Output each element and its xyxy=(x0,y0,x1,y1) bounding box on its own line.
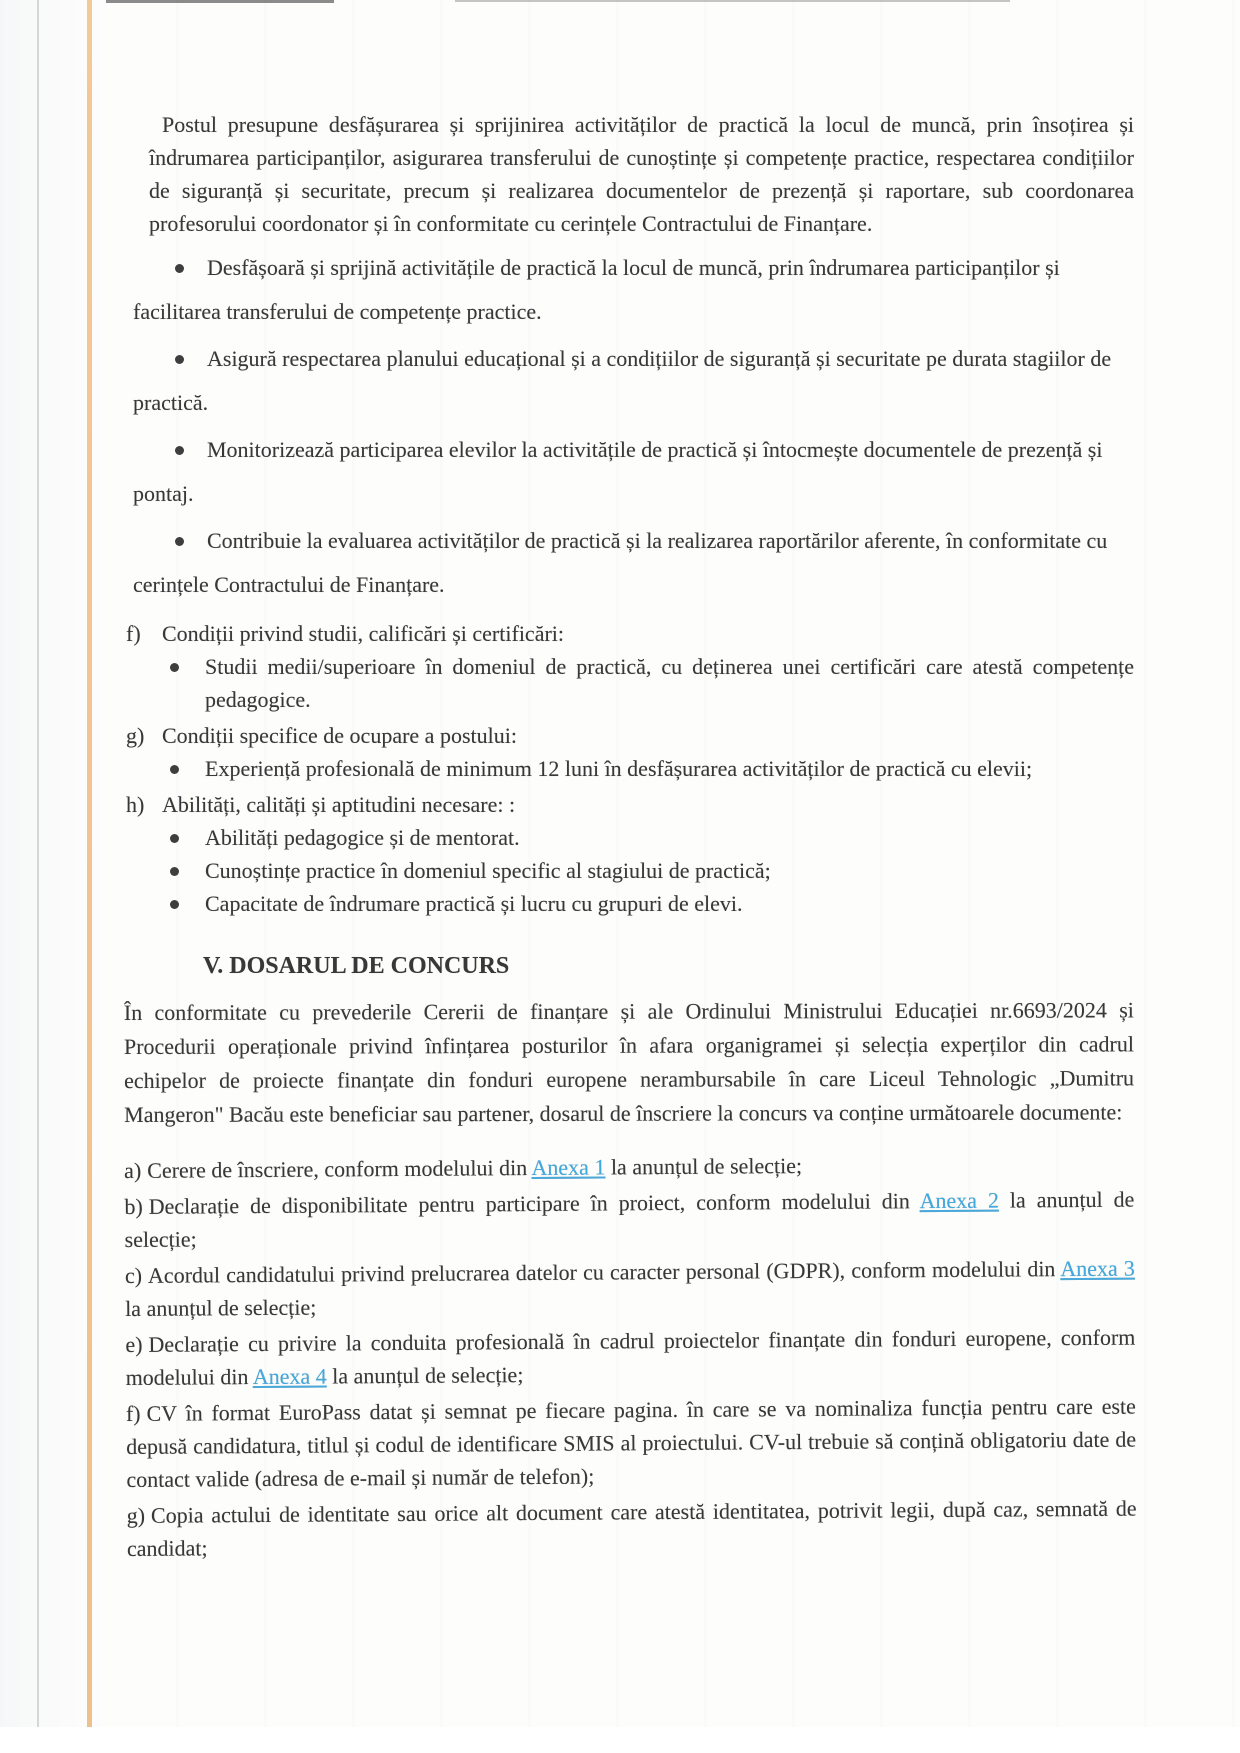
anexa-1-link[interactable]: Anexa 1 xyxy=(531,1154,606,1181)
document-text: la anunțul de selecție; xyxy=(124,1186,1135,1252)
criteria-bullet xyxy=(124,650,1134,716)
criteria-bullet-text: Cunoștințe practice în domeniul specific al stagiului de practică; xyxy=(205,858,771,883)
document-text: Acordul candidatului privind prelucrarea datelor cu caracter personal (GDPR), conform modelului din xyxy=(147,1256,1061,1288)
anexa-2-link[interactable]: Anexa 2 xyxy=(919,1187,1000,1214)
criteria-title-text: Abilități, calități și aptitudini necesare: : xyxy=(162,792,516,817)
duty-item xyxy=(133,337,1134,425)
criteria-label: f) xyxy=(126,621,141,646)
document-text: la anunțul de selecție; xyxy=(125,1294,317,1321)
document-item-a xyxy=(124,1147,1134,1187)
dosar-intro-paragraph: În conformitate cu prevederile Cererii de finanțare și ale Ordinului Ministrului Educației nr.6693/2024 și Procedurii operaționale privind înfințarea posturilor în afara organigramei și selecția experților din cadrul echipelor de proiecte finanțate din fonduri europene nerambursabile în care Liceul Tehnologic „Dumitru Mangeron" Bacău este beneficiar sau partener, dosarul de înscriere la concurs va conține următoarele documente: xyxy=(123,997,1135,1127)
duty-text: Monitorizează participarea elevilor la activitățile de practică și întocmește documentele de prezență și pontaj. xyxy=(133,437,1103,506)
scan-edge-line xyxy=(37,0,39,1727)
criteria-bullet xyxy=(124,854,1134,887)
criteria-section-g xyxy=(124,719,1134,785)
document-label: g) xyxy=(126,1502,146,1528)
criteria-title xyxy=(126,788,1134,821)
document-label: f) xyxy=(125,1400,141,1426)
anexa-4-link[interactable]: Anexa 4 xyxy=(252,1363,327,1390)
document-item-c xyxy=(125,1252,1135,1325)
document-text: Copia actului de identitate sau orice alt document care atestă identitatea, potrivit legii, după caz, semnată de candidat; xyxy=(126,1495,1137,1561)
duty-item xyxy=(133,428,1134,516)
criteria-bullets xyxy=(124,650,1134,716)
duty-text: Desfășoară și sprijină activitățile de practică la locul de muncă, prin îndrumarea participanților și facilitarea transferului de competențe practice. xyxy=(133,255,1060,324)
criteria-bullet-text: Capacitate de îndrumare practică și lucru cu grupuri de elevi. xyxy=(205,891,743,916)
binding-stripe xyxy=(87,0,92,1727)
document-text: Declarație cu privire la conduita profesională în cadrul proiectelor finanțate din fonduri europene, conform modelului din xyxy=(125,1324,1136,1390)
criteria-bullet xyxy=(124,821,1134,854)
document-text: la anunțul de selecție; xyxy=(326,1362,524,1389)
anexa-3-link[interactable]: Anexa 3 xyxy=(1060,1255,1135,1282)
document-item-g xyxy=(127,1492,1137,1565)
document-text: Cerere de înscriere, conform modelului din xyxy=(147,1155,532,1183)
criteria-title-text: Condiții specifice de ocupare a postului: xyxy=(162,723,517,748)
duty-text: Contribuie la evaluarea activităților de practică și la realizarea raportărilor aferente, în conformitate cu cerințele Contractului de Finanțare. xyxy=(133,528,1108,597)
document-text: Declarație de disponibilitate pentru participare în proiect, conform modelului din xyxy=(148,1188,920,1219)
document-text: la anunțul de selecție; xyxy=(605,1153,803,1180)
section-heading: V. DOSARUL DE CONCURS xyxy=(203,953,510,979)
duty-item xyxy=(133,519,1134,607)
bullet-icon xyxy=(175,264,184,273)
bullet-icon xyxy=(175,537,184,546)
document-item-e xyxy=(125,1321,1135,1394)
criteria-bullet-text: Studii medii/superioare în domeniul de practică, cu deținerea unei certificări care atestă competențe pedagogice. xyxy=(205,654,1134,712)
criteria-bullet xyxy=(124,887,1134,920)
criteria-bullet-text: Abilități pedagogice și de mentorat. xyxy=(205,825,520,850)
duties-list xyxy=(133,246,1134,607)
bullet-icon xyxy=(175,446,184,455)
document-item-b xyxy=(124,1183,1134,1256)
criteria-bullets xyxy=(124,752,1134,785)
criteria-title xyxy=(126,617,1134,650)
duty-item xyxy=(133,246,1134,334)
bullet-icon xyxy=(170,765,179,774)
document-label: b) xyxy=(124,1193,143,1219)
document-text: CV în format EuroPass datat și semnat pe fiecare pagina. în care se va nominaliza funcția pentru care este depusă candidatura, titlul și codul de identificare SMIS al proiectului. CV-ul trebuie să conțină obligatoriu date de contact valide (adresa de e-mail și număr de telefon); xyxy=(126,1393,1137,1492)
criteria-bullets xyxy=(124,821,1134,920)
bullet-icon xyxy=(170,867,179,876)
criteria-section-h xyxy=(124,788,1134,920)
intro-paragraph: Postul presupune desfășurarea și sprijinirea activităților de practică la locul de muncă, prin însoțirea și îndrumarea participanților, asigurarea transferului de cunoștințe și competențe practice, respectarea condițiilor de siguranță și securitate, precum și realizarea documentelor de prezență și raportare, sub coordonarea profesorului coordonator și în conformitate cu cerințele Contractului de Finanțare. xyxy=(149,112,1134,236)
criteria-title xyxy=(126,719,1134,752)
document-label: e) xyxy=(125,1331,143,1357)
criteria-bullet-text: Experiență profesională de minimum 12 luni în desfășurarea activităților de practică cu elevii; xyxy=(205,756,1033,781)
criteria-list xyxy=(124,617,1134,920)
bullet-icon xyxy=(170,900,179,909)
criteria-label: g) xyxy=(126,723,145,748)
criteria-title-text: Condiții privind studii, calificări și certificări: xyxy=(162,621,565,646)
duty-text: Asigură respectarea planului educațional și a condițiilor de siguranță și securitate pe durata stagiilor de practică. xyxy=(133,346,1112,415)
criteria-label: h) xyxy=(126,792,145,817)
document-label: a) xyxy=(124,1157,142,1183)
document-content xyxy=(123,0,1137,1568)
bullet-icon xyxy=(170,834,179,843)
bullet-icon xyxy=(175,355,184,364)
criteria-bullet xyxy=(124,752,1134,785)
bullet-icon xyxy=(170,663,179,672)
documents-list xyxy=(124,1147,1137,1565)
criteria-section-f xyxy=(124,617,1134,716)
document-item-f xyxy=(126,1390,1137,1496)
document-label: c) xyxy=(124,1262,143,1288)
